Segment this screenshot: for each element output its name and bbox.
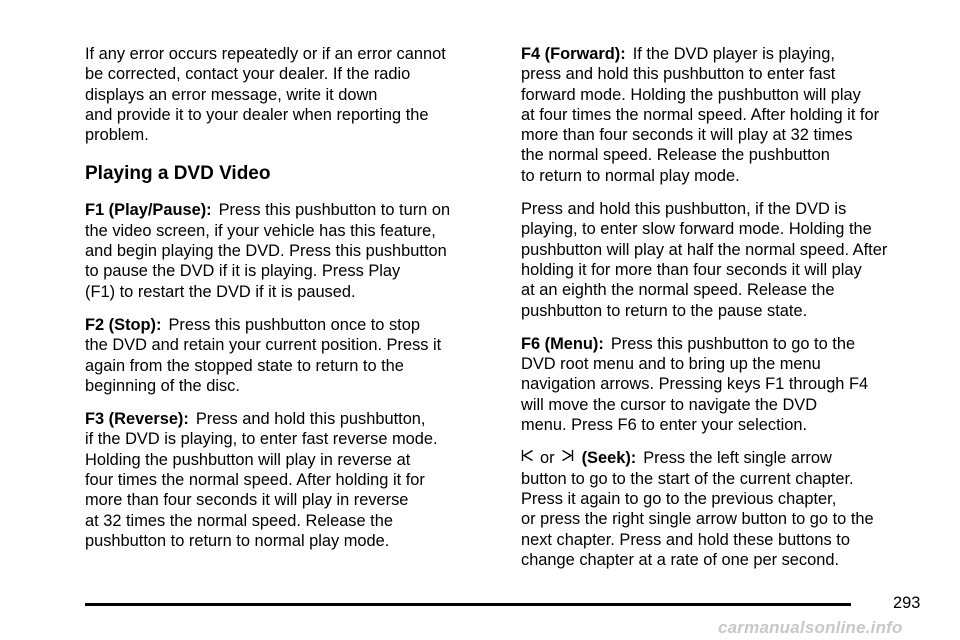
text-line: button to go to the start of the current chapter. [521,469,854,488]
text-line [85,409,495,429]
text-line: holding it for more than four seconds it will play [521,260,862,279]
text-line: the DVD and retain your current position. Press it [85,336,442,355]
text-line: playing, to enter slow forward mode. Holding the [521,220,872,239]
text-line: be corrected, contact your dealer. If the radio [85,65,411,84]
text-line: press and hold this pushbutton to enter fast [521,65,836,84]
text-line: navigation arrows. Pressing keys F1 through F4 [521,375,869,394]
text-line: again from the stopped state to return to the [85,356,404,375]
text-line: If any error occurs repeatedly or if an error cannot [85,45,446,63]
section-heading: Playing a DVD Video [85,163,271,185]
text-line: the video screen, if your vehicle has this feature, [85,221,436,240]
text-line: at an eighth the normal speed. Release the [521,281,835,300]
text-line: more than four seconds it will play at 32 times [521,126,853,145]
f2-paragraph [85,315,495,396]
seek-first-text: Press the left single arrow [643,449,832,468]
text-line: pushbutton to return to normal play mode. [85,531,390,550]
text-line: to pause the DVD if it is playing. Press Play [85,262,401,281]
text-line: the normal speed. Release the pushbutton [521,146,830,165]
seek-forward-icon [561,448,574,468]
f1-term: F1 (Play/Pause): [85,201,212,220]
f6-paragraph [521,334,931,435]
f4-first-text: If the DVD player is playing, [632,45,835,63]
seek-term: (Seek): [581,449,637,468]
seek-paragraph [521,448,931,570]
text-line: beginning of the disc. [85,376,240,395]
text-line: Press it again to go to the previous chapter, [521,489,837,508]
intro-paragraph [85,44,495,145]
text-line [521,44,931,64]
f6-first-text: Press this pushbutton to go to the [610,334,856,353]
f1-first-text: Press this pushbutton to turn on [218,201,451,220]
page-number: 293 [893,594,921,612]
f1-paragraph [85,200,495,301]
text-line: and provide it to your dealer when reporting the [85,105,429,124]
right-column [521,44,931,583]
text-line: Holding the pushbutton will play in reverse at [85,450,411,469]
text-line: forward mode. Holding the pushbutton will play [521,85,861,104]
text-line: to return to normal play mode. [521,166,740,185]
text-line [521,448,931,468]
text-line: change chapter at a rate of one per second. [521,550,840,569]
f6-term: F6 (Menu): [521,334,604,353]
footer-rule [85,603,851,606]
text-line [521,334,931,354]
text-line: at 32 times the normal speed. Release the [85,511,393,530]
text-line: four times the normal speed. After holding it for [85,471,425,490]
text-line: will move the cursor to navigate the DVD [521,395,818,414]
text-line: DVD root menu and to bring up the menu [521,355,821,374]
text-line: and begin playing the DVD. Press this pushbutton [85,242,447,261]
text-line: displays an error message, write it down [85,85,378,104]
left-column [85,44,495,564]
f4-paragraph [521,44,931,186]
f4-term: F4 (Forward): [521,45,626,63]
f3-paragraph [85,409,495,551]
text-line: pushbutton will play at half the normal speed. After [521,240,888,259]
text-line: (F1) to restart the DVD if it is paused. [85,282,356,301]
text-line: at four times the normal speed. After holding it for [521,105,880,124]
f3-first-text: Press and hold this pushbutton, [195,410,426,429]
seek-or-text: or [540,449,555,468]
f3-term: F3 (Reverse): [85,410,189,429]
text-line: more than four seconds it will play in reverse [85,491,409,510]
text-line: problem. [85,126,149,145]
text-line [85,200,495,220]
text-line [85,315,495,335]
f2-term: F2 (Stop): [85,315,162,334]
seek-back-icon [521,448,534,468]
text-line: Press and hold this pushbutton, if the DVD is [521,200,847,219]
text-line: if the DVD is playing, to enter fast reverse mode. [85,430,438,449]
f2-first-text: Press this pushbutton once to stop [168,315,420,334]
watermark: carmanualsonline.info [718,618,903,637]
text-line: pushbutton to return to the pause state. [521,301,808,320]
text-line: or press the right single arrow button to go to the [521,510,874,529]
text-line: next chapter. Press and hold these buttons to [521,530,850,549]
text-line: menu. Press F6 to enter your selection. [521,416,808,435]
slow-forward-paragraph [521,199,931,321]
